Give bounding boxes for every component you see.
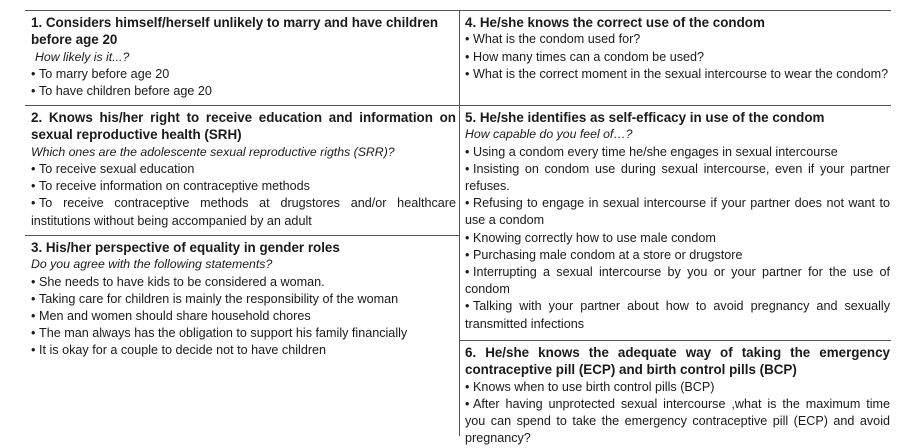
list-item: • Purchasing male condom at a store or drugstore: [465, 247, 743, 262]
column-divider: [459, 10, 460, 436]
section-2-title: 2. Knows his/her right to receive education and information on sexual reproductive health (SRH): [31, 110, 456, 143]
section-5-question: How capable do you feel of…?: [465, 127, 633, 142]
section-5: [465, 109, 890, 333]
section-4: [465, 14, 890, 83]
list-item: • To have children before age 20: [31, 84, 212, 99]
section-1: [31, 14, 456, 100]
section-1-title: 1. Considers himself/herself unlikely to marry and have children before age 20: [31, 15, 439, 48]
section-5-title: 5. He/she identifies as self-efficacy in use of the condom: [465, 110, 825, 125]
list-item: • To receive contraceptive methods at drugstores and/or healthcare institutions without being accompanied by an adult: [31, 196, 456, 228]
section-4-title: 4. He/she knows the correct use of the condom: [465, 15, 765, 30]
list-item: • What is the condom used for?: [465, 32, 641, 47]
list-item: • To receive information on contraceptive methods: [31, 179, 310, 194]
row-divider-left-1: [25, 105, 459, 106]
list-item: • The man always has the obligation to support his family financially: [31, 326, 408, 341]
list-item: • Taking care for children is mainly the responsibility of the woman: [31, 291, 399, 306]
list-item: • What is the correct moment in the sexual intercourse to wear the condom?: [465, 66, 889, 81]
list-item: • She needs to have kids to be considered a woman.: [31, 274, 325, 289]
section-2-question: Which ones are the adolescente sexual reproductive rigths (SRR)?: [31, 144, 395, 159]
top-border: [25, 10, 891, 11]
row-divider-left-2: [25, 235, 459, 236]
list-item: • Knows when to use birth control pills (BCP): [465, 379, 715, 394]
list-item: • Insisting on condom use during sexual intercourse, even if your partner refuses.: [465, 161, 890, 194]
list-item: • To marry before age 20: [31, 67, 170, 82]
list-item: • Refusing to engage in sexual intercourse if your partner does not want to use a condom: [465, 196, 890, 228]
list-item: • To receive sexual education: [31, 162, 195, 177]
row-divider-right-2: [459, 340, 891, 341]
list-item: • Using a condom every time he/she engages in sexual intercourse: [465, 144, 838, 159]
section-1-question: How likely is it...?: [35, 49, 130, 64]
section-3-question: Do you agree with the following statements?: [31, 257, 273, 272]
section-6: [465, 344, 890, 448]
criteria-table: [25, 10, 891, 446]
list-item: • Talking with your partner about how to avoid pregnancy and sexually transmitted infections: [465, 299, 890, 331]
section-3-title: 3. His/her perspective of equality in gender roles: [31, 240, 340, 255]
section-2: [31, 109, 456, 230]
list-item: • Knowing correctly how to use male condom: [465, 230, 716, 245]
list-item: • Men and women should share household chores: [31, 309, 311, 324]
section-3: [31, 239, 456, 360]
row-divider-right-1: [459, 105, 891, 106]
list-item: • Interrupting a sexual intercourse by you or your partner for the use of condom: [465, 265, 890, 297]
list-item: • How many times can a condom be used?: [465, 49, 705, 64]
section-6-title: 6. He/she knows the adequate way of taking the emergency contraceptive pill (ECP) and birth control pills (BCP): [465, 345, 890, 378]
list-item: • After having unprotected sexual intercourse ,what is the maximum time you can spend to take the emergency contraceptive pill (ECP) and avoid pregnancy?: [465, 397, 890, 446]
list-item: • It is okay for a couple to decide not to have children: [31, 343, 327, 358]
